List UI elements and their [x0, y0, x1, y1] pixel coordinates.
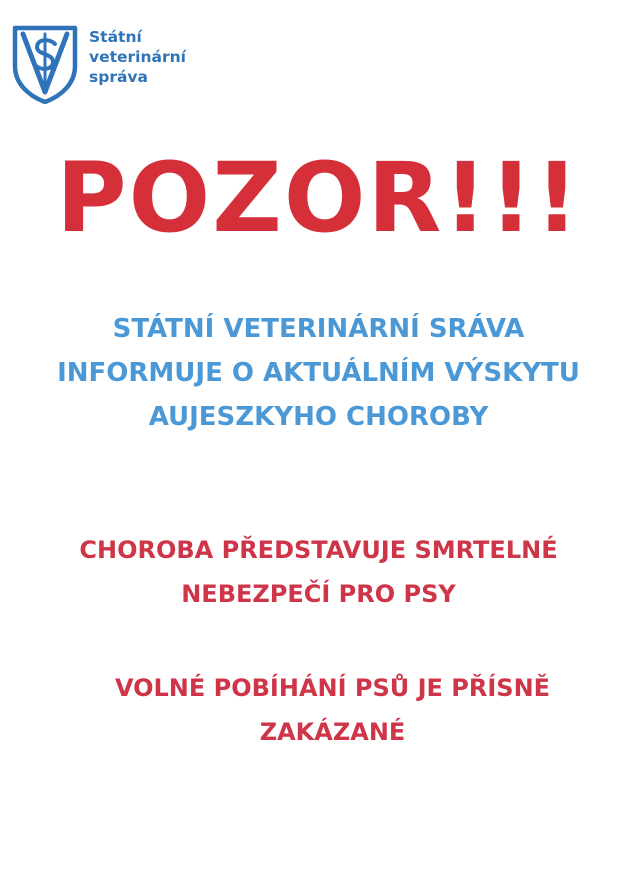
- svs-shield-icon: [11, 22, 79, 104]
- warning-ban-line-2: ZAKÁZANÉ: [259, 718, 406, 746]
- info-block: [0, 307, 637, 439]
- info-line-1: STÁTNÍ VETERINÁRNÍ SRÁVA: [112, 314, 525, 344]
- warning-ban-line-1: VOLNÉ POBÍHÁNÍ PSŮ JE PŘÍSNĚ: [114, 674, 551, 702]
- warning-danger-line-2: NEBEZPEČÍ PRO PSY: [181, 580, 456, 608]
- logo-line-3: správa: [89, 68, 148, 86]
- warning-danger-line-1: CHOROBA PŘEDSTAVUJE SMRTELNÉ: [79, 536, 558, 564]
- info-line-2: INFORMUJE O AKTUÁLNÍM VÝSKYTU: [57, 358, 580, 388]
- info-line-3: AUJESZKYHO CHOROBY: [148, 402, 489, 432]
- warning-danger: [0, 528, 637, 616]
- logo-line-1: Státní: [89, 28, 142, 46]
- logo-line-2: veterinární: [89, 48, 186, 66]
- warning-ban: [14, 666, 637, 754]
- svs-logo: [11, 22, 186, 104]
- logo-wordmark: [89, 27, 186, 87]
- headline: POZOR!!!: [56, 142, 581, 254]
